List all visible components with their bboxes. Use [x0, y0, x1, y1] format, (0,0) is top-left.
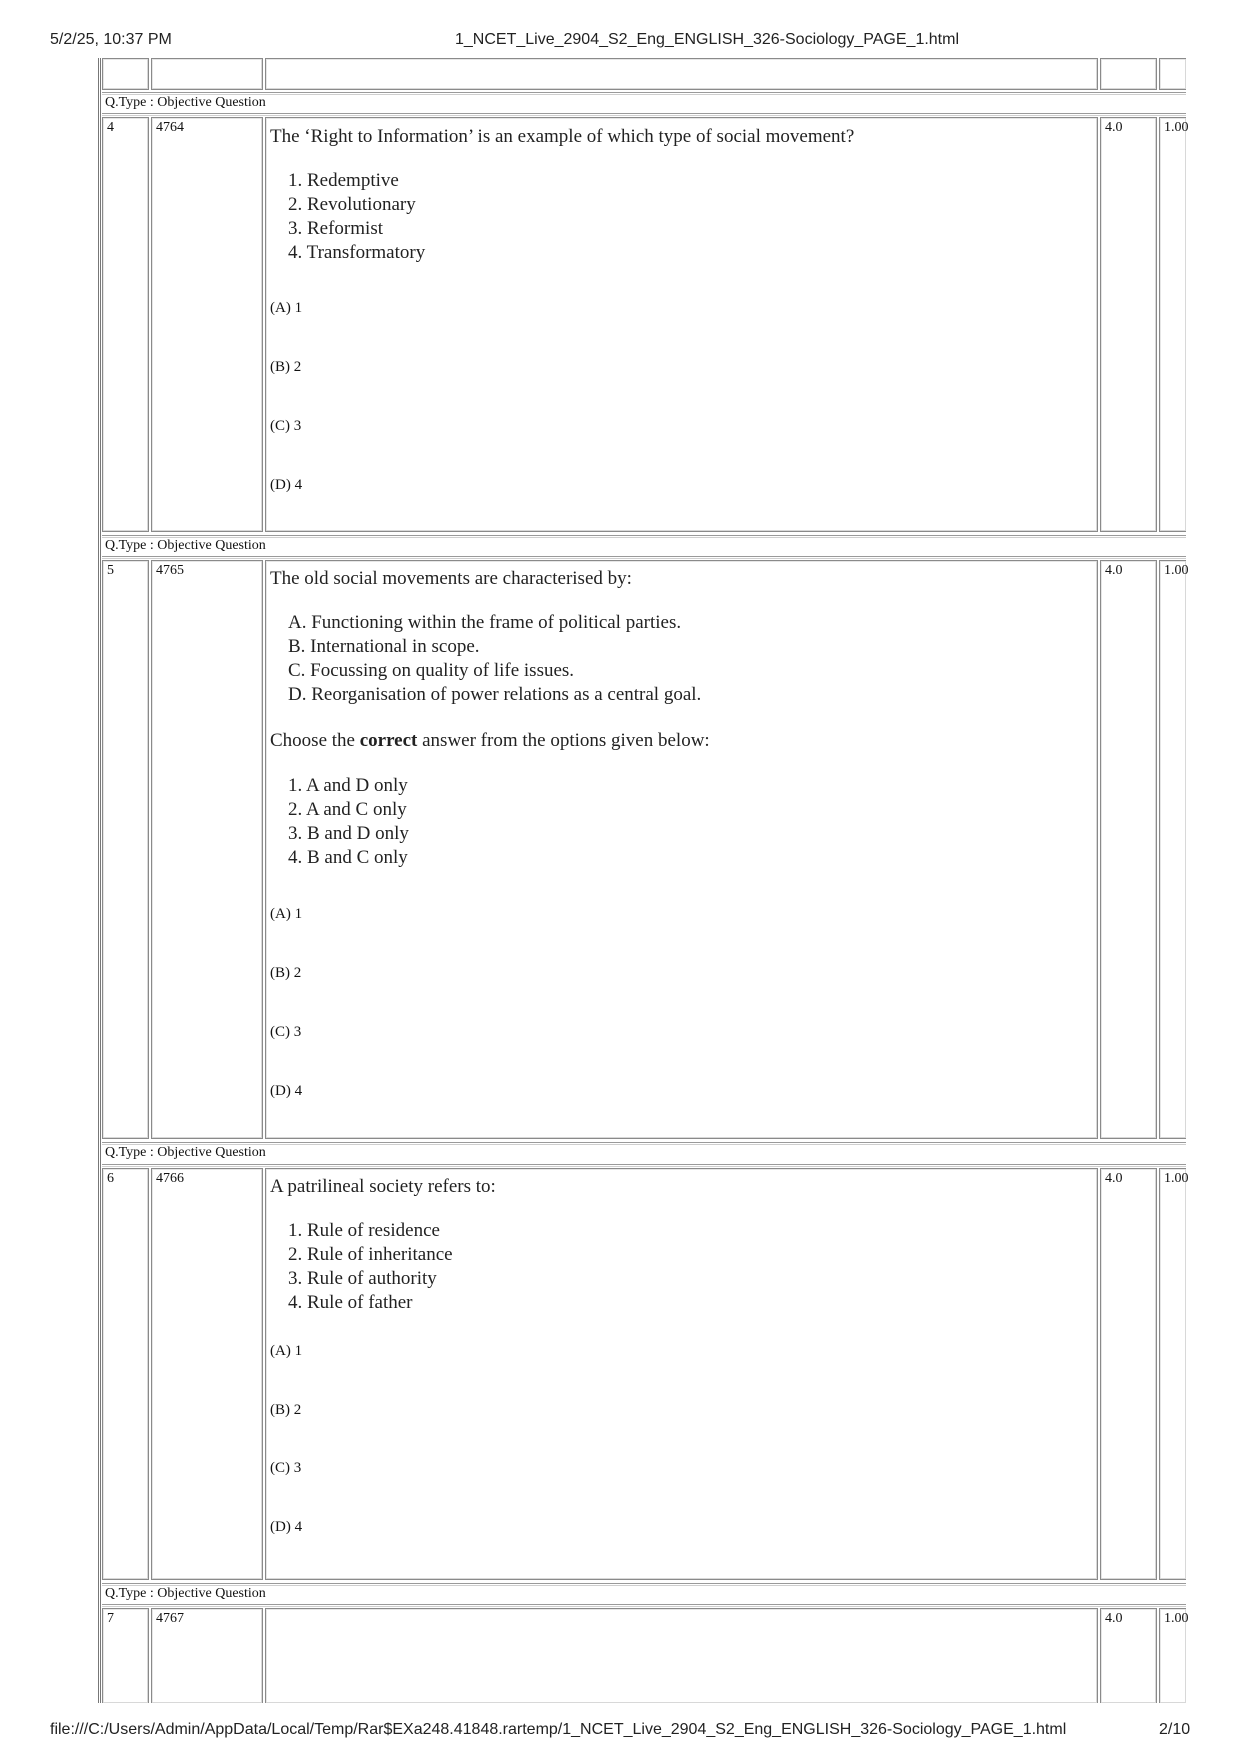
option-item: 4. B and C only: [288, 847, 408, 868]
prev-cell-neg: [1159, 58, 1186, 90]
negative-marks-cell: [1159, 560, 1189, 1139]
answer-choice: (D) 4: [270, 477, 303, 493]
marks-cell: [1100, 1608, 1157, 1703]
option-item: 1. A and D only: [288, 775, 408, 796]
row-divider: [102, 556, 1186, 559]
choose-text-bold: correct: [359, 730, 418, 751]
answer-choice: (A) 1: [270, 906, 303, 922]
question-body-cell: [265, 1608, 1098, 1703]
row-divider: [102, 113, 1186, 116]
row-divider: [102, 1604, 1186, 1607]
negative-marks-cell: [1159, 1608, 1189, 1703]
option-list: [288, 169, 425, 265]
marks-cell: [1100, 117, 1157, 532]
prev-cell-id: [151, 58, 263, 90]
option-item: 2. A and C only: [288, 799, 407, 820]
answer-choice: (C) 3: [270, 1460, 302, 1476]
answer-choice: (A) 1: [270, 1343, 303, 1359]
question-text: The ‘Right to Information’ is an example of which type of social movement?: [270, 126, 855, 147]
question-text: The old social movements are characterised by:: [270, 568, 632, 589]
negative-marks-cell: [1159, 1168, 1189, 1580]
answer-choice: (D) 4: [270, 1519, 303, 1535]
question-text: A patrilineal society refers to:: [270, 1176, 496, 1197]
print-datetime: 5/2/25, 10:37 PM: [50, 31, 172, 48]
negative-marks-value: 1.00: [1164, 563, 1189, 578]
question-id-cell: [151, 1608, 263, 1703]
question-sno-cell: [102, 560, 149, 1139]
statement-item: C. Focussing on quality of life issues.: [288, 660, 575, 681]
question-id: 4766: [156, 1171, 184, 1186]
option-item: 1. Rule of residence: [288, 1220, 440, 1241]
option-list: [288, 774, 409, 870]
statement-item: A. Functioning within the frame of political parties.: [288, 612, 682, 633]
answer-choice: (B) 2: [270, 359, 302, 375]
answer-choice: (A) 1: [270, 300, 303, 316]
marks-value: 4.0: [1105, 1611, 1123, 1626]
answer-choice: (D) 4: [270, 1083, 303, 1099]
marks-cell: [1100, 560, 1157, 1139]
print-doc-title: 1_NCET_Live_2904_S2_Eng_ENGLISH_326-Sociology_PAGE_1.html: [455, 31, 960, 48]
print-page-number: 2/10: [1159, 1721, 1191, 1738]
print-file-path: file:///C:/Users/Admin/AppData/Local/Temp/Rar$EXa248.41848.rartemp/1_NCET_Live_2904_S2_Eng_ENGLISH_326-Sociology_PAGE_1.html: [50, 1721, 1067, 1738]
statement-item: B. International in scope.: [288, 636, 480, 657]
question-id: 4767: [156, 1611, 184, 1626]
option-item: 4. Rule of father: [288, 1292, 413, 1313]
question-sno-cell: [102, 1608, 149, 1703]
question-id-cell: [151, 1168, 263, 1580]
negative-marks-value: 1.00: [1164, 1611, 1189, 1626]
marks-value: 4.0: [1105, 563, 1123, 578]
question-sno: 6: [107, 1171, 114, 1186]
option-item: 2. Revolutionary: [288, 194, 416, 215]
question-id: 4765: [156, 563, 184, 578]
option-list: [288, 1219, 453, 1315]
option-item: 4. Transformatory: [288, 242, 426, 263]
negative-marks-cell: [1159, 117, 1189, 532]
question-sno-cell: [102, 1168, 149, 1580]
prev-cell-question: [265, 58, 1098, 90]
question-sno: 7: [107, 1611, 114, 1626]
answer-choice: (C) 3: [270, 418, 302, 434]
choose-text-pre: Choose the: [270, 730, 360, 751]
qtype-label: Q.Type : Objective Question: [105, 95, 266, 110]
choose-instruction: [270, 730, 710, 752]
question-sno-cell: [102, 117, 149, 532]
option-item: 3. Reformist: [288, 218, 383, 239]
answer-choice: (B) 2: [270, 965, 302, 981]
table-left-border: [98, 58, 101, 1703]
statement-item: D. Reorganisation of power relations as a central goal.: [288, 684, 702, 705]
marks-cell: [1100, 1168, 1157, 1580]
prev-cell-marks: [1100, 58, 1157, 90]
qtype-label: Q.Type : Objective Question: [105, 1145, 266, 1160]
option-item: 3. B and D only: [288, 823, 409, 844]
option-item: 1. Redemptive: [288, 170, 399, 191]
choose-text-post: answer from the options given below:: [417, 730, 710, 751]
option-item: 3. Rule of authority: [288, 1268, 437, 1289]
answer-choice: (C) 3: [270, 1024, 302, 1040]
marks-value: 4.0: [1105, 120, 1123, 135]
question-id: 4764: [156, 120, 184, 135]
question-id-cell: [151, 117, 263, 532]
answer-choice: (B) 2: [270, 1402, 302, 1418]
question-sno: 4: [107, 120, 114, 135]
row-divider: [102, 1164, 1186, 1167]
negative-marks-value: 1.00: [1164, 1171, 1189, 1186]
qtype-label: Q.Type : Objective Question: [105, 1586, 266, 1601]
question-id-cell: [151, 560, 263, 1139]
marks-value: 4.0: [1105, 1171, 1123, 1186]
qtype-label: Q.Type : Objective Question: [105, 538, 266, 553]
negative-marks-value: 1.00: [1164, 120, 1189, 135]
option-item: 2. Rule of inheritance: [288, 1244, 453, 1265]
statement-list: [288, 611, 701, 707]
question-sno: 5: [107, 563, 114, 578]
prev-cell-sno: [102, 58, 149, 90]
